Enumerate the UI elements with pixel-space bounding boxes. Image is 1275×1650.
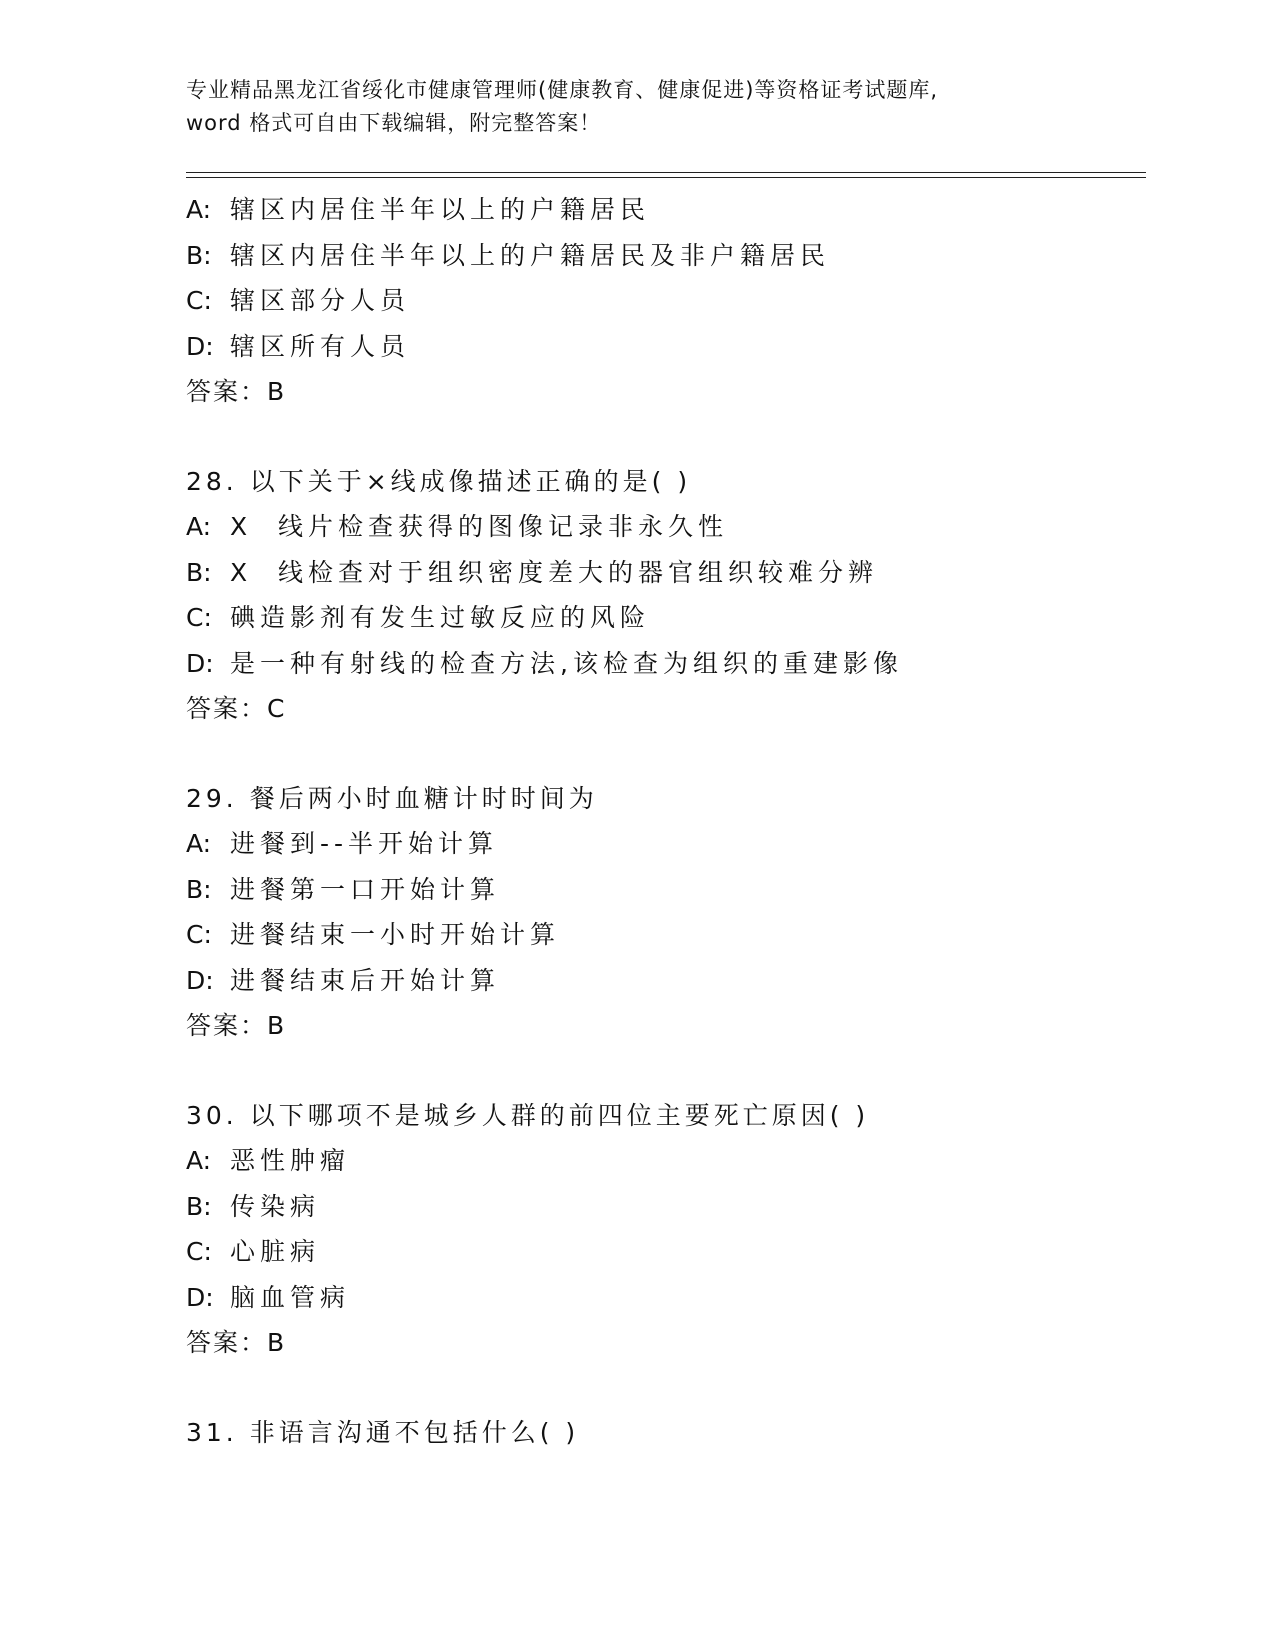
option-text: 进餐结束后开始计算 xyxy=(230,965,501,995)
option-key: D: xyxy=(186,965,214,995)
option-key: D: xyxy=(186,648,214,678)
option-key: C: xyxy=(186,286,212,315)
question-block-30 xyxy=(186,1093,1146,1366)
option-a xyxy=(186,1138,1146,1184)
option-d xyxy=(186,958,1146,1004)
option-text: 辖区内居住半年以上的户籍居民及非户籍居民 xyxy=(230,240,831,270)
answer-line: 答案：B xyxy=(186,1011,287,1040)
document-header xyxy=(186,74,1146,140)
header-divider-top xyxy=(186,172,1146,173)
answer-line: 答案：B xyxy=(186,377,287,406)
question-block-31 xyxy=(186,1410,1146,1456)
option-key: D: xyxy=(186,1282,214,1312)
question-block-27 xyxy=(186,187,1146,415)
option-text: 碘造影剂有发生过敏反应的风险 xyxy=(230,603,651,632)
question-block-28 xyxy=(186,459,1146,732)
option-key: C: xyxy=(186,1237,212,1266)
option-c xyxy=(186,912,1146,958)
option-text: 辖区部分人员 xyxy=(230,286,411,315)
option-text: 传染病 xyxy=(230,1191,321,1221)
option-b xyxy=(186,233,1146,279)
option-b xyxy=(186,867,1146,913)
option-d xyxy=(186,641,1146,687)
option-d xyxy=(186,324,1146,370)
option-key: A: xyxy=(186,829,212,858)
option-d xyxy=(186,1275,1146,1321)
option-a xyxy=(186,504,1146,550)
option-text: 脑血管病 xyxy=(230,1282,351,1312)
option-c xyxy=(186,1229,1146,1275)
question-title: 28. 以下关于×线成像描述正确的是( ) xyxy=(186,466,692,496)
option-text: 辖区内居住半年以上的户籍居民 xyxy=(230,195,651,224)
option-key: B: xyxy=(186,874,212,904)
header-divider-bottom xyxy=(186,177,1146,178)
option-key: A: xyxy=(186,195,212,224)
option-key: A: xyxy=(186,512,212,541)
option-text: 心脏病 xyxy=(230,1237,321,1266)
option-key: B: xyxy=(186,240,212,270)
option-key: C: xyxy=(186,603,212,632)
question-title: 29. 餐后两小时血糖计时时间为 xyxy=(186,783,598,813)
question-list xyxy=(186,187,1146,1455)
question-block-29 xyxy=(186,776,1146,1049)
option-a xyxy=(186,187,1146,233)
option-text: X 线片检查获得的图像记录非永久性 xyxy=(230,512,729,541)
option-b xyxy=(186,1184,1146,1230)
option-b xyxy=(186,550,1146,596)
option-text: 进餐结束一小时开始计算 xyxy=(230,920,561,949)
option-text: 恶性肿瘤 xyxy=(230,1146,351,1175)
answer-line: 答案：C xyxy=(186,694,287,723)
option-text: 进餐到--半开始计算 xyxy=(230,829,499,858)
option-key: B: xyxy=(186,557,212,587)
answer-line: 答案：B xyxy=(186,1328,287,1357)
option-c xyxy=(186,278,1146,324)
option-text: 是一种有射线的检查方法,该检查为组织的重建影像 xyxy=(230,648,903,678)
option-text: X 线检查对于组织密度差大的器官组织较难分辨 xyxy=(230,557,879,587)
option-c xyxy=(186,595,1146,641)
header-line-1: 专业精品黑龙江省绥化市健康管理师(健康教育、健康促进)等资格证考试题库, xyxy=(186,78,939,102)
option-key: D: xyxy=(186,331,214,361)
option-text: 辖区所有人员 xyxy=(230,331,411,361)
option-key: A: xyxy=(186,1146,212,1175)
option-text: 进餐第一口开始计算 xyxy=(230,874,501,904)
option-key: B: xyxy=(186,1191,212,1221)
option-a xyxy=(186,821,1146,867)
question-title: 30. 以下哪项不是城乡人群的前四位主要死亡原因( ) xyxy=(186,1100,870,1130)
header-line-2: word 格式可自由下载编辑，附完整答案！ xyxy=(186,111,602,135)
option-key: C: xyxy=(186,920,212,949)
question-title: 31. 非语言沟通不包括什么( ) xyxy=(186,1417,580,1447)
